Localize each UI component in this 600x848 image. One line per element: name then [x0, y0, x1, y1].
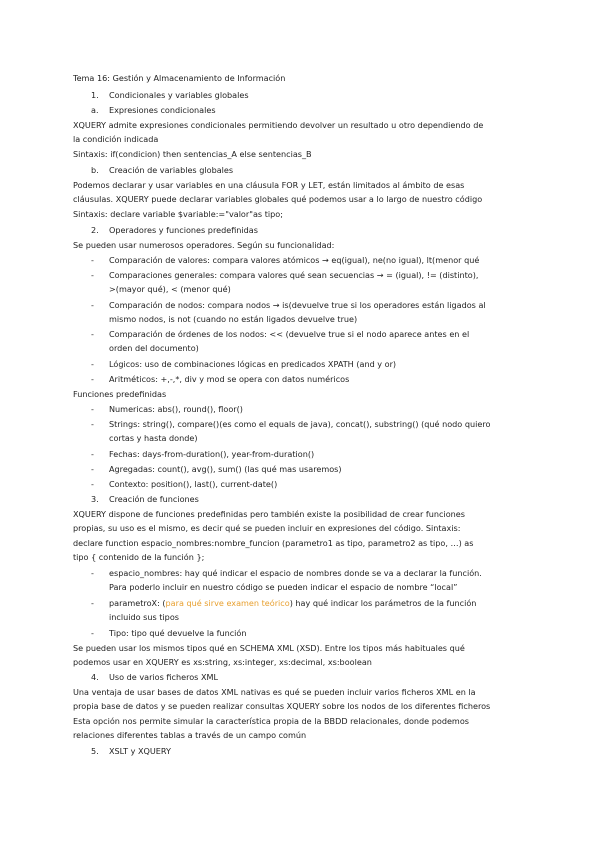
list-bullet: - — [91, 464, 94, 474]
list-item: Comparación de órdenes de los nodos: << (devuelve true si el nodo aparece antes en el — [109, 329, 470, 339]
list-item: Strings: string(), compare()(es como el equals de java), concat(), substring() (qué nodo quiero — [109, 419, 491, 429]
section-3-heading: Creación de funciones — [109, 494, 199, 504]
list-item-continuation: >(mayor qué), < (menor qué) — [109, 284, 231, 294]
list-item: Comparación de valores: compara valores atómicos → eq(igual), ne(no igual), lt(menor qué — [109, 255, 480, 265]
subsection-a-letter: a. — [91, 105, 99, 115]
list-bullet: - — [91, 329, 94, 339]
paragraph-line: podemos usar en XQUERY es xs:string, xs:integer, xs:decimal, xs:boolean — [73, 657, 372, 667]
section-3-number: 3. — [91, 494, 99, 504]
list-item: Comparaciones generales: compara valores qué sean secuencias → = (igual), != (distinto), — [109, 270, 479, 280]
list-item — [109, 598, 476, 608]
subsection-a-heading: Expresiones condicionales — [109, 105, 216, 115]
syntax-line: Sintaxis: if(condicion) then sentencias_A else sentencias_B — [73, 149, 312, 159]
section-2-heading: Operadores y funciones predefinidas — [109, 225, 258, 235]
section-5-heading: XSLT y XQUERY — [109, 746, 171, 756]
list-item-continuation: cortas y hasta donde) — [109, 433, 198, 443]
paragraph-line: Esta opción nos permite simular la característica propia de la BBDD relacionales, donde podemos — [73, 716, 469, 726]
list-item-continuation: Para poderlo incluir en nuestro código se pueden indicar el espacio de nombre “local” — [109, 582, 458, 592]
list-item: Contexto: position(), last(), current-date() — [109, 479, 278, 489]
list-item: espacio_nombres: hay qué indicar el espacio de nombres donde se va a declarar la función. — [109, 568, 482, 578]
list-item-continuation: orden del documento) — [109, 343, 199, 353]
section-5-number: 5. — [91, 746, 99, 756]
paragraph-line: XQUERY dispone de funciones predefinidas pero también existe la posibilidad de crear funciones — [73, 509, 465, 519]
list-item: Aritméticos: +,-,*, div y mod se opera con datos numéricos — [109, 374, 350, 384]
section-1-number: 1. — [91, 90, 99, 100]
list-bullet: - — [91, 598, 94, 608]
syntax-line: tipo { contenido de la función }; — [73, 552, 205, 562]
subsection-b-heading: Creación de variables globales — [109, 165, 234, 175]
list-bullet: - — [91, 300, 94, 310]
list-bullet: - — [91, 628, 94, 638]
list-item-continuation: incluido sus tipos — [109, 612, 179, 622]
paragraph-line: propia base de datos y se pueden realizar consultas XQUERY sobre los nodos de los diferentes ficheros — [73, 701, 491, 711]
list-item: Lógicos: uso de combinaciones lógicas en predicados XPATH (and y or) — [109, 359, 397, 369]
subsection-b-letter: b. — [91, 165, 99, 175]
list-item: Fechas: days-from-duration(), year-from-duration() — [109, 449, 315, 459]
list-item-continuation: mismo nodos, is not (cuando no están ligados devuelve true) — [109, 314, 358, 324]
list-item: Comparación de nodos: compara nodos → is(devuelve true si los operadores están ligados al — [109, 300, 486, 310]
paragraph-line: Funciones predefinidas — [73, 389, 167, 399]
highlighted-note: para qué sirve examen teórico — [165, 598, 290, 608]
paragraph-line: propias, su uso es el mismo, es decir qué se pueden incluir en expresiones del código. Sintaxis: — [73, 523, 461, 533]
list-bullet: - — [91, 270, 94, 280]
syntax-line: declare function espacio_nombres:nombre_funcion (parametro1 as tipo, parametro2 as tipo, …) as — [73, 538, 474, 548]
list-bullet: - — [91, 255, 94, 265]
paragraph-line: Se pueden usar numerosos operadores. Según su funcionalidad: — [73, 240, 335, 250]
list-bullet: - — [91, 419, 94, 429]
document-title: Tema 16: Gestión y Almacenamiento de Información — [73, 73, 286, 83]
list-bullet: - — [91, 404, 94, 414]
list-bullet: - — [91, 479, 94, 489]
list-bullet: - — [91, 449, 94, 459]
section-1-heading: Condicionales y variables globales — [109, 90, 249, 100]
list-item: Tipo: tipo qué devuelve la función — [109, 628, 247, 638]
list-item: Numericas: abs(), round(), floor() — [109, 404, 243, 414]
list-item: Agregadas: count(), avg(), sum() (las qué mas usaremos) — [109, 464, 342, 474]
list-bullet: - — [91, 374, 94, 384]
list-item-text: ) hay qué indicar los parámetros de la función — [289, 598, 477, 608]
section-2-number: 2. — [91, 225, 99, 235]
list-bullet: - — [91, 359, 94, 369]
paragraph-line: XQUERY admite expresiones condicionales permitiendo devolver un resultado u otro dependiendo de — [73, 120, 484, 130]
syntax-line: Sintaxis: declare variable $variable:="valor"as tipo; — [73, 209, 283, 219]
section-4-heading: Uso de varios ficheros XML — [109, 672, 219, 682]
paragraph-line: la condición indicada — [73, 134, 159, 144]
paragraph-line: cláusulas. XQUERY puede declarar variables globales qué podemos usar a lo largo de nuestro código — [73, 194, 483, 204]
list-bullet: - — [91, 568, 94, 578]
paragraph-line: relaciones diferentes tablas a través de un campo común — [73, 730, 307, 740]
section-4-number: 4. — [91, 672, 99, 682]
list-item-text: parametroX: ( — [109, 598, 166, 608]
paragraph-line: Una ventaja de usar bases de datos XML nativas es qué se pueden incluir varios ficheros XML en la — [73, 687, 476, 697]
paragraph-line: Podemos declarar y usar variables en una cláusula FOR y LET, están limitados al ámbito de esas — [73, 180, 465, 190]
paragraph-line: Se pueden usar los mismos tipos qué en SCHEMA XML (XSD). Entre los tipos más habituales qué — [73, 643, 465, 653]
